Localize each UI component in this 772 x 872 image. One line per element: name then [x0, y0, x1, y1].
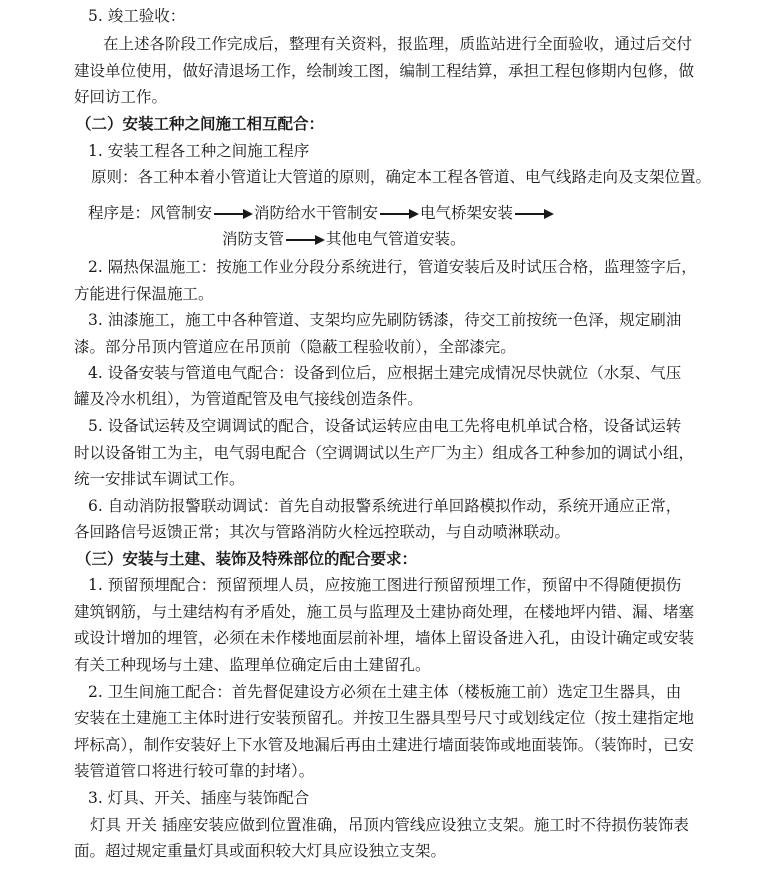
text-line: 好回访工作。 [74, 88, 168, 106]
text-line: 装管道管口将进行较可靠的封堵）。 [74, 762, 315, 780]
text-line: 1. 安装工程各工种之间施工程序 [88, 142, 310, 160]
text-line: 面。超过规定重量灯具或面积较大灯具应设独立支架。 [74, 842, 447, 860]
procedure-flow-label: 程序是： [88, 204, 151, 222]
text-line: 4. 设备安装与管道电气配合：设备到位后，应根据土建完成情况尽快就位（水泵、气压 [88, 364, 682, 382]
text-line: 统一安排试车调试工作。 [74, 470, 245, 488]
right-arrow-icon [284, 229, 326, 249]
text-line: 在上述各阶段工作完成后，整理有关资料，报监理，质监站进行全面验收，通过后交付 [103, 35, 693, 53]
text-line: 2. 卫生间施工配合：首先督促建设方必须在土建主体（楼板施工前）选定卫生器具，由 [88, 683, 682, 701]
text-line: 原则：各工种本着小管道让大管道的原则，确定本工程各管道、电气线路走向及支架位置。 [91, 168, 712, 186]
text-line: 罐及冷水机组），为管道配管及电气接线创造条件。 [74, 390, 423, 408]
text-line: 时以设备钳工为主，电气弱电配合（空调调试以生产厂为主）组成各工种参加的调试小组， [74, 444, 695, 462]
text-line: 6. 自动消防报警联动调试：首先自动报警系统进行单回路模拟作动，系统开通应正常， [88, 497, 682, 515]
text-line: 5. 竣工验收： [88, 7, 186, 25]
text-line: 或设计增加的埋管，必须在未作楼地面层前补埋，墙体上留设备进入孔，由设计确定或安装 [74, 629, 695, 647]
text-line: 建设单位使用，做好清退场工作，绘制竣工图，编制工程结算，承担工程包修期内包修，做 [74, 62, 695, 80]
text-line: 5. 设备试运转及空调调试的配合，设备试运转应由电工先将电机单试合格，设备试运转 [88, 417, 682, 435]
text-line: 漆。部分吊顶内管道应在吊顶前（隐蔽工程验收前），全部漆完。 [74, 338, 516, 356]
procedure-flow-row-2 [222, 229, 466, 249]
text-line: 建筑钢筋，与土建结构有矛盾处，施工员与监理及土建协商处理，在楼地坪内错、漏、堵塞 [74, 603, 695, 621]
text-line: 3. 油漆施工，施工中各种管道、支架均应先刷防锈漆，待交工前按统一色泽，规定刷油 [88, 311, 682, 329]
procedure-step: 风管制安 [150, 204, 213, 222]
text-line: 有关工种现场与土建、监理单位确定后由土建留孔。 [74, 656, 431, 674]
right-arrow-icon [378, 203, 420, 223]
text-line: 2. 隔热保温施工：按施工作业分段分系统进行，管道安装后及时试压合格，监理签字后， [88, 258, 697, 276]
text-line: 各回路信号返馈正常；其次与管路消防火栓远控联动，与自动喷淋联动。 [74, 523, 571, 541]
procedure-step: 电气桥架安装 [420, 204, 514, 222]
text-line: 安装在土建施工主体时进行安装预留孔。并按卫生器具型号尺寸或划线定位（按土建指定地 [74, 709, 695, 727]
text-line: 1. 预留预埋配合：预留预埋人员，应按施工图进行预留预埋工作，预留中不得随便损伤 [88, 576, 682, 594]
section-heading: （三）安装与土建、装饰及特殊部位的配合要求： [76, 549, 418, 568]
section-heading: （二）安装工种之间施工相互配合： [76, 114, 325, 133]
procedure-flow-row-1 [88, 203, 555, 223]
procedure-step: 消防支管 [222, 230, 285, 248]
right-arrow-icon [212, 203, 254, 223]
text-line: 坪标高），制作安装好上下水管及地漏后再由土建进行墙面装饰或地面装饰。（装饰时，已安 [74, 736, 695, 754]
procedure-step: 消防给水干管制安 [254, 204, 379, 222]
text-line: 3. 灯具、开关、插座与装饰配合 [88, 789, 310, 807]
procedure-step: 其他电气管道安装。 [326, 230, 466, 248]
text-line: 灯具 开关 插座安装应做到位置准确，吊顶内管线应设独立支架。施工时不待损伤装饰表 [90, 816, 689, 834]
text-line: 方能进行保温施工。 [74, 285, 214, 303]
right-arrow-icon [513, 203, 555, 223]
